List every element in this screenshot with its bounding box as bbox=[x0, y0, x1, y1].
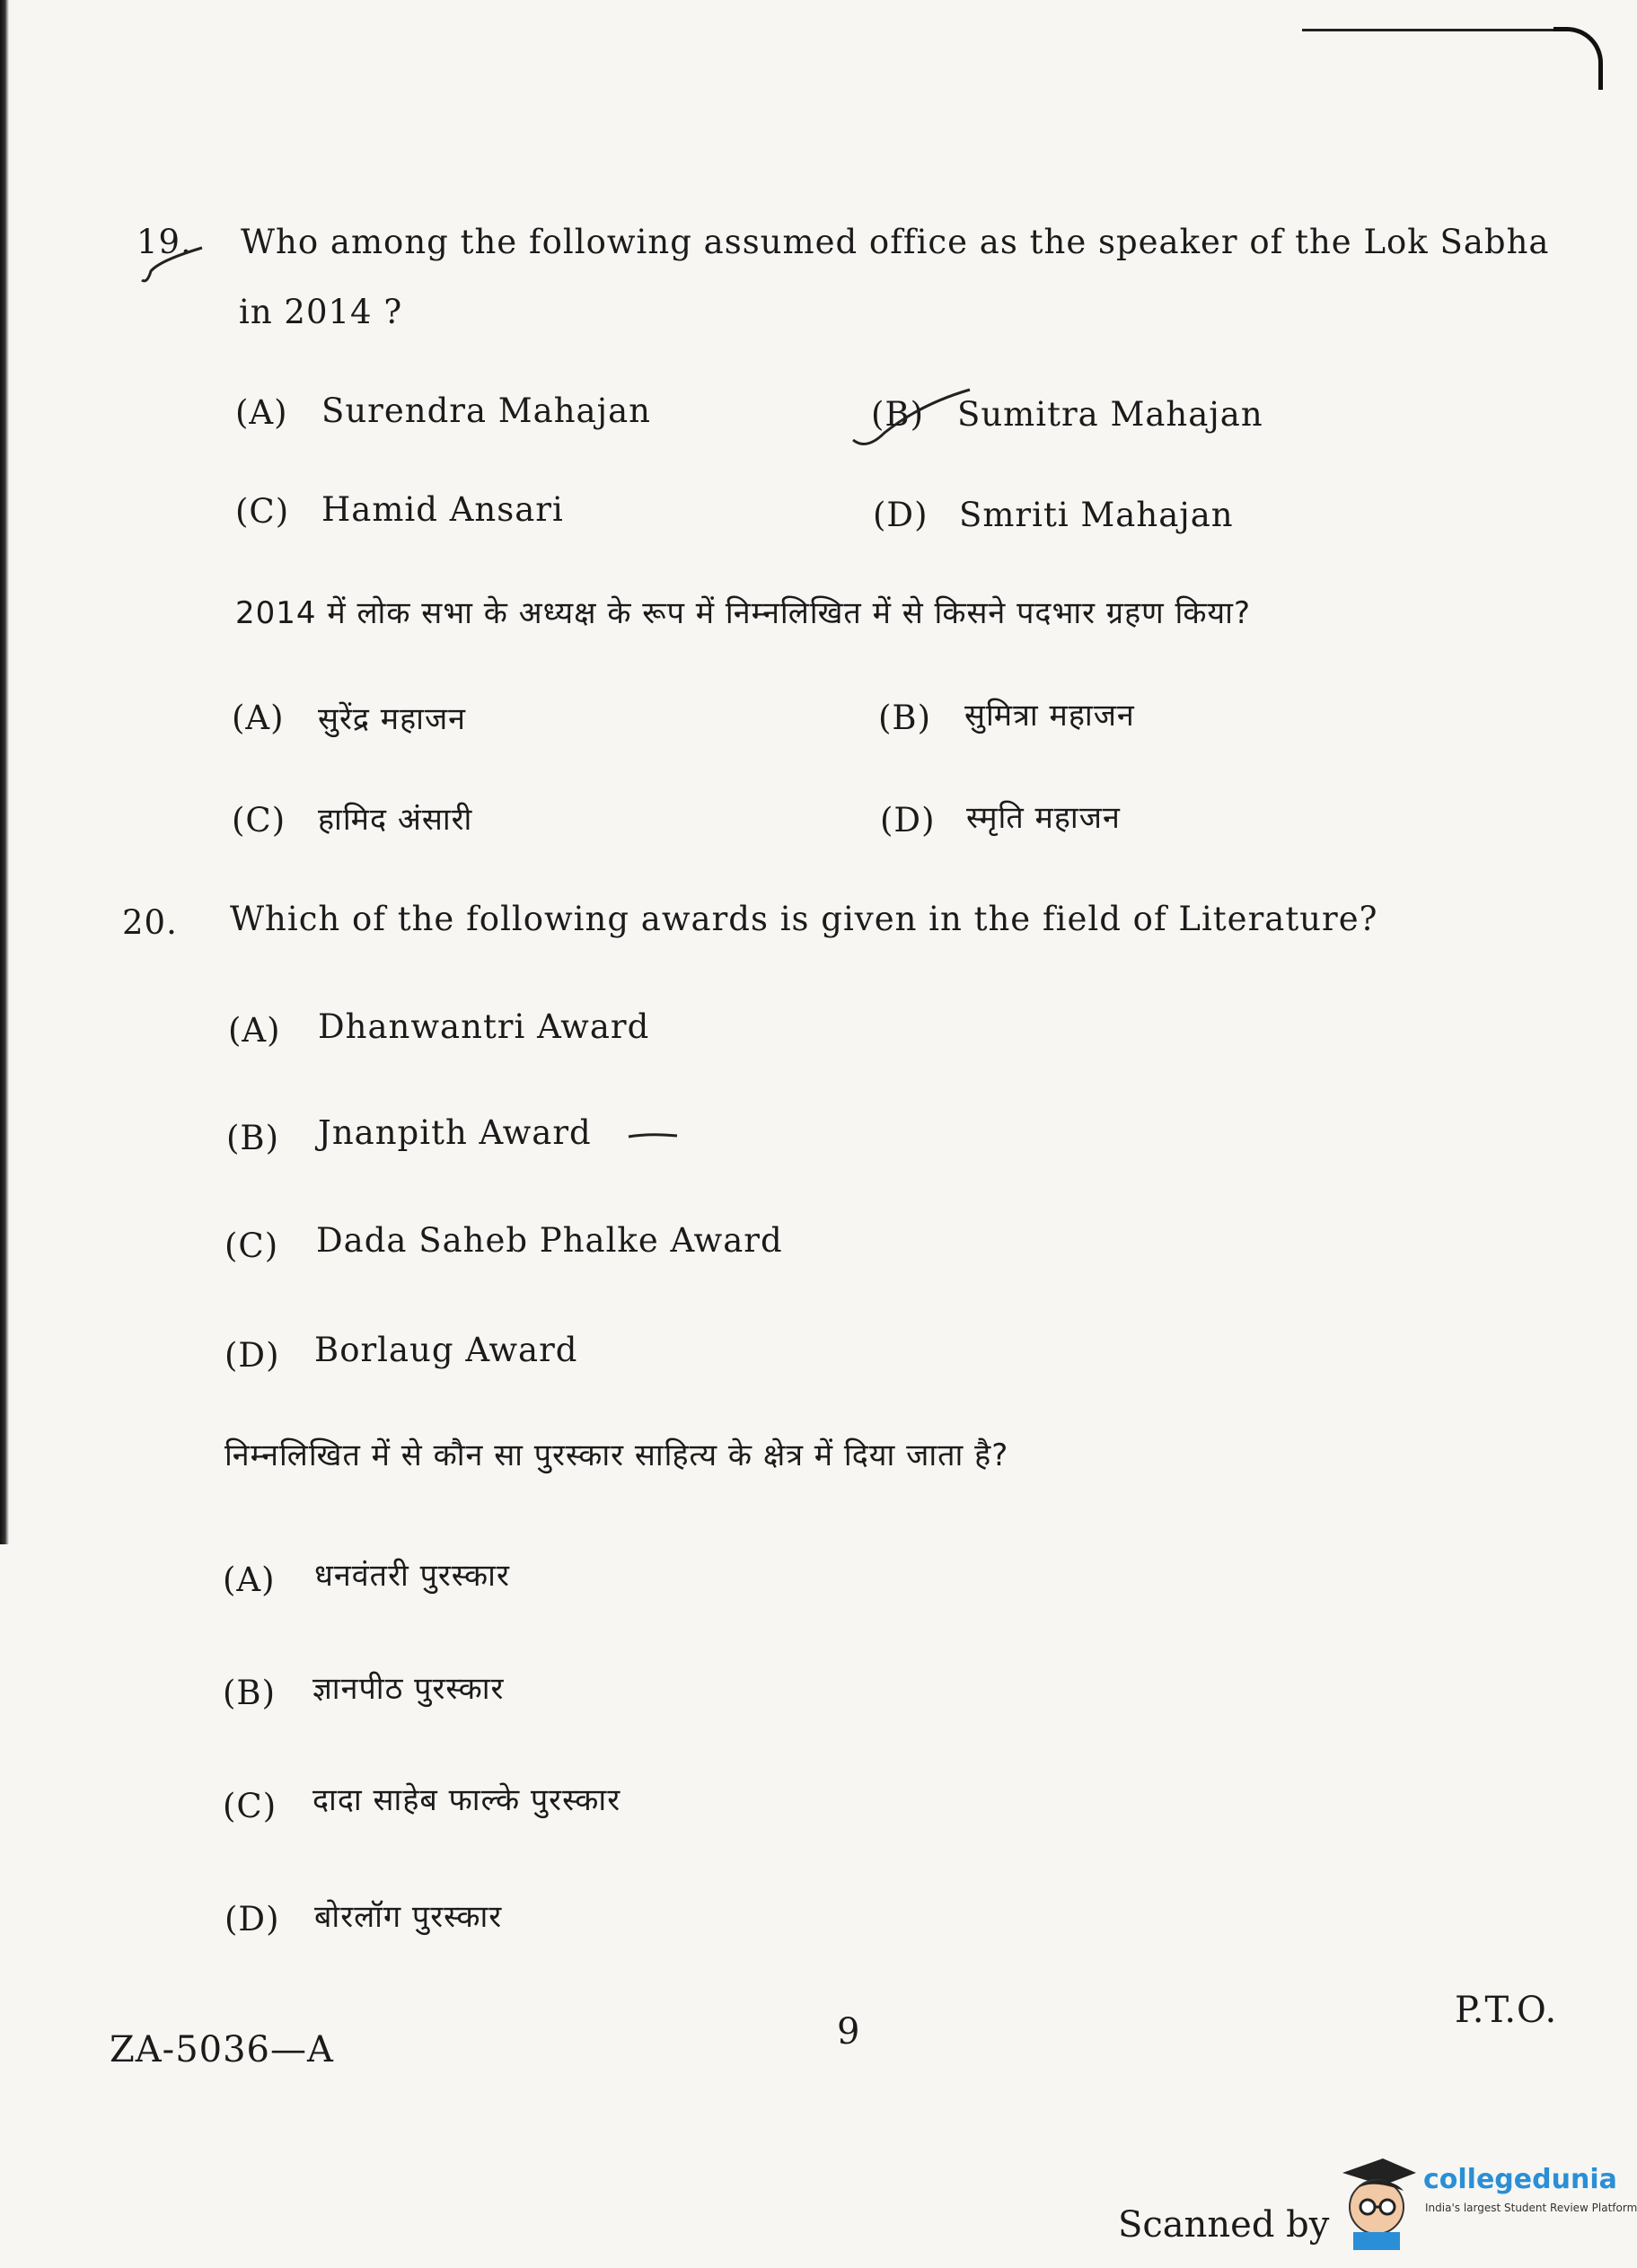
option-text: Dada Saheb Phalke Award bbox=[316, 1221, 783, 1260]
option-text: सुमित्रा महाजन bbox=[964, 698, 1135, 734]
option-label: (B) bbox=[871, 395, 925, 434]
question-text-hi: 2014 में लोक सभा के अध्यक्ष के रूप में निम्नलिखित में से किसने पदभार ग्रहण किया? bbox=[235, 595, 1252, 631]
question-number: 19. bbox=[136, 223, 192, 261]
option-label: (A) bbox=[232, 699, 285, 737]
option-label: (A) bbox=[235, 393, 288, 432]
option-text: स्मृति महाजन bbox=[966, 800, 1121, 836]
option-label: (B) bbox=[878, 699, 932, 737]
option-text: बोरलॉग पुरस्कार bbox=[314, 1899, 503, 1935]
option-label: (A) bbox=[223, 1560, 276, 1599]
option-text: Dhanwantri Award bbox=[318, 1007, 650, 1046]
option-text: सुरेंद्र महाजन bbox=[318, 701, 467, 737]
page-binding-edge bbox=[0, 0, 9, 1544]
question-text-en: Who among the following assumed office as the speaker of the Lok Sabha bbox=[241, 223, 1550, 261]
option-text: Sumitra Mahajan bbox=[957, 395, 1263, 434]
top-rule bbox=[1302, 29, 1562, 31]
option-label: (D) bbox=[224, 1900, 280, 1938]
option-label: (C) bbox=[223, 1787, 277, 1825]
question-text-en: Which of the following awards is given in the field of Literature? bbox=[230, 900, 1378, 938]
option-label: (A) bbox=[228, 1011, 281, 1050]
scanned-by-text: Scanned by bbox=[1118, 2204, 1330, 2246]
option-text: दादा साहेब फाल्के पुरस्कार bbox=[312, 1782, 621, 1818]
option-label: (B) bbox=[226, 1119, 280, 1157]
check-mark-icon bbox=[135, 244, 207, 298]
question-text-hi: निम्नलिखित में से कौन सा पुरस्कार साहित्य के क्षेत्र में दिया जाता है? bbox=[224, 1437, 1009, 1473]
paper-code: ZA-5036—A bbox=[110, 2029, 334, 2070]
option-label: (D) bbox=[880, 801, 936, 840]
option-label: (D) bbox=[224, 1336, 280, 1375]
option-text: Jnanpith Award bbox=[318, 1113, 592, 1152]
option-text: Borlaug Award bbox=[314, 1331, 578, 1369]
pto-note: P.T.O. bbox=[1455, 1990, 1558, 2031]
question-text-en-cont: in 2014 ? bbox=[239, 293, 403, 331]
answer-dash-mark-icon bbox=[627, 1130, 681, 1147]
answer-check-mark-icon bbox=[835, 386, 979, 458]
option-text: धनवंतरी पुरस्कार bbox=[314, 1558, 510, 1594]
option-text: Smriti Mahajan bbox=[959, 496, 1234, 534]
option-text: Hamid Ansari bbox=[321, 490, 564, 529]
student-mascot-icon bbox=[1333, 2155, 1419, 2254]
option-label: (C) bbox=[224, 1226, 279, 1265]
option-text: ज्ञानपीठ पुरस्कार bbox=[312, 1671, 505, 1707]
option-label: (B) bbox=[223, 1674, 277, 1712]
option-text: हामिद अंसारी bbox=[318, 802, 473, 838]
option-label: (C) bbox=[232, 801, 286, 840]
option-label: (D) bbox=[873, 496, 929, 534]
collegedunia-logo bbox=[1333, 2155, 1637, 2254]
logo-wordmark: collegedunia bbox=[1423, 2164, 1617, 2195]
option-text: Surendra Mahajan bbox=[321, 391, 651, 430]
logo-tagline: India's largest Student Review Platform bbox=[1425, 2202, 1637, 2214]
question-number: 20. bbox=[122, 903, 178, 942]
page-corner bbox=[1553, 27, 1603, 90]
page-number: 9 bbox=[837, 2011, 861, 2053]
option-label: (C) bbox=[235, 492, 290, 531]
